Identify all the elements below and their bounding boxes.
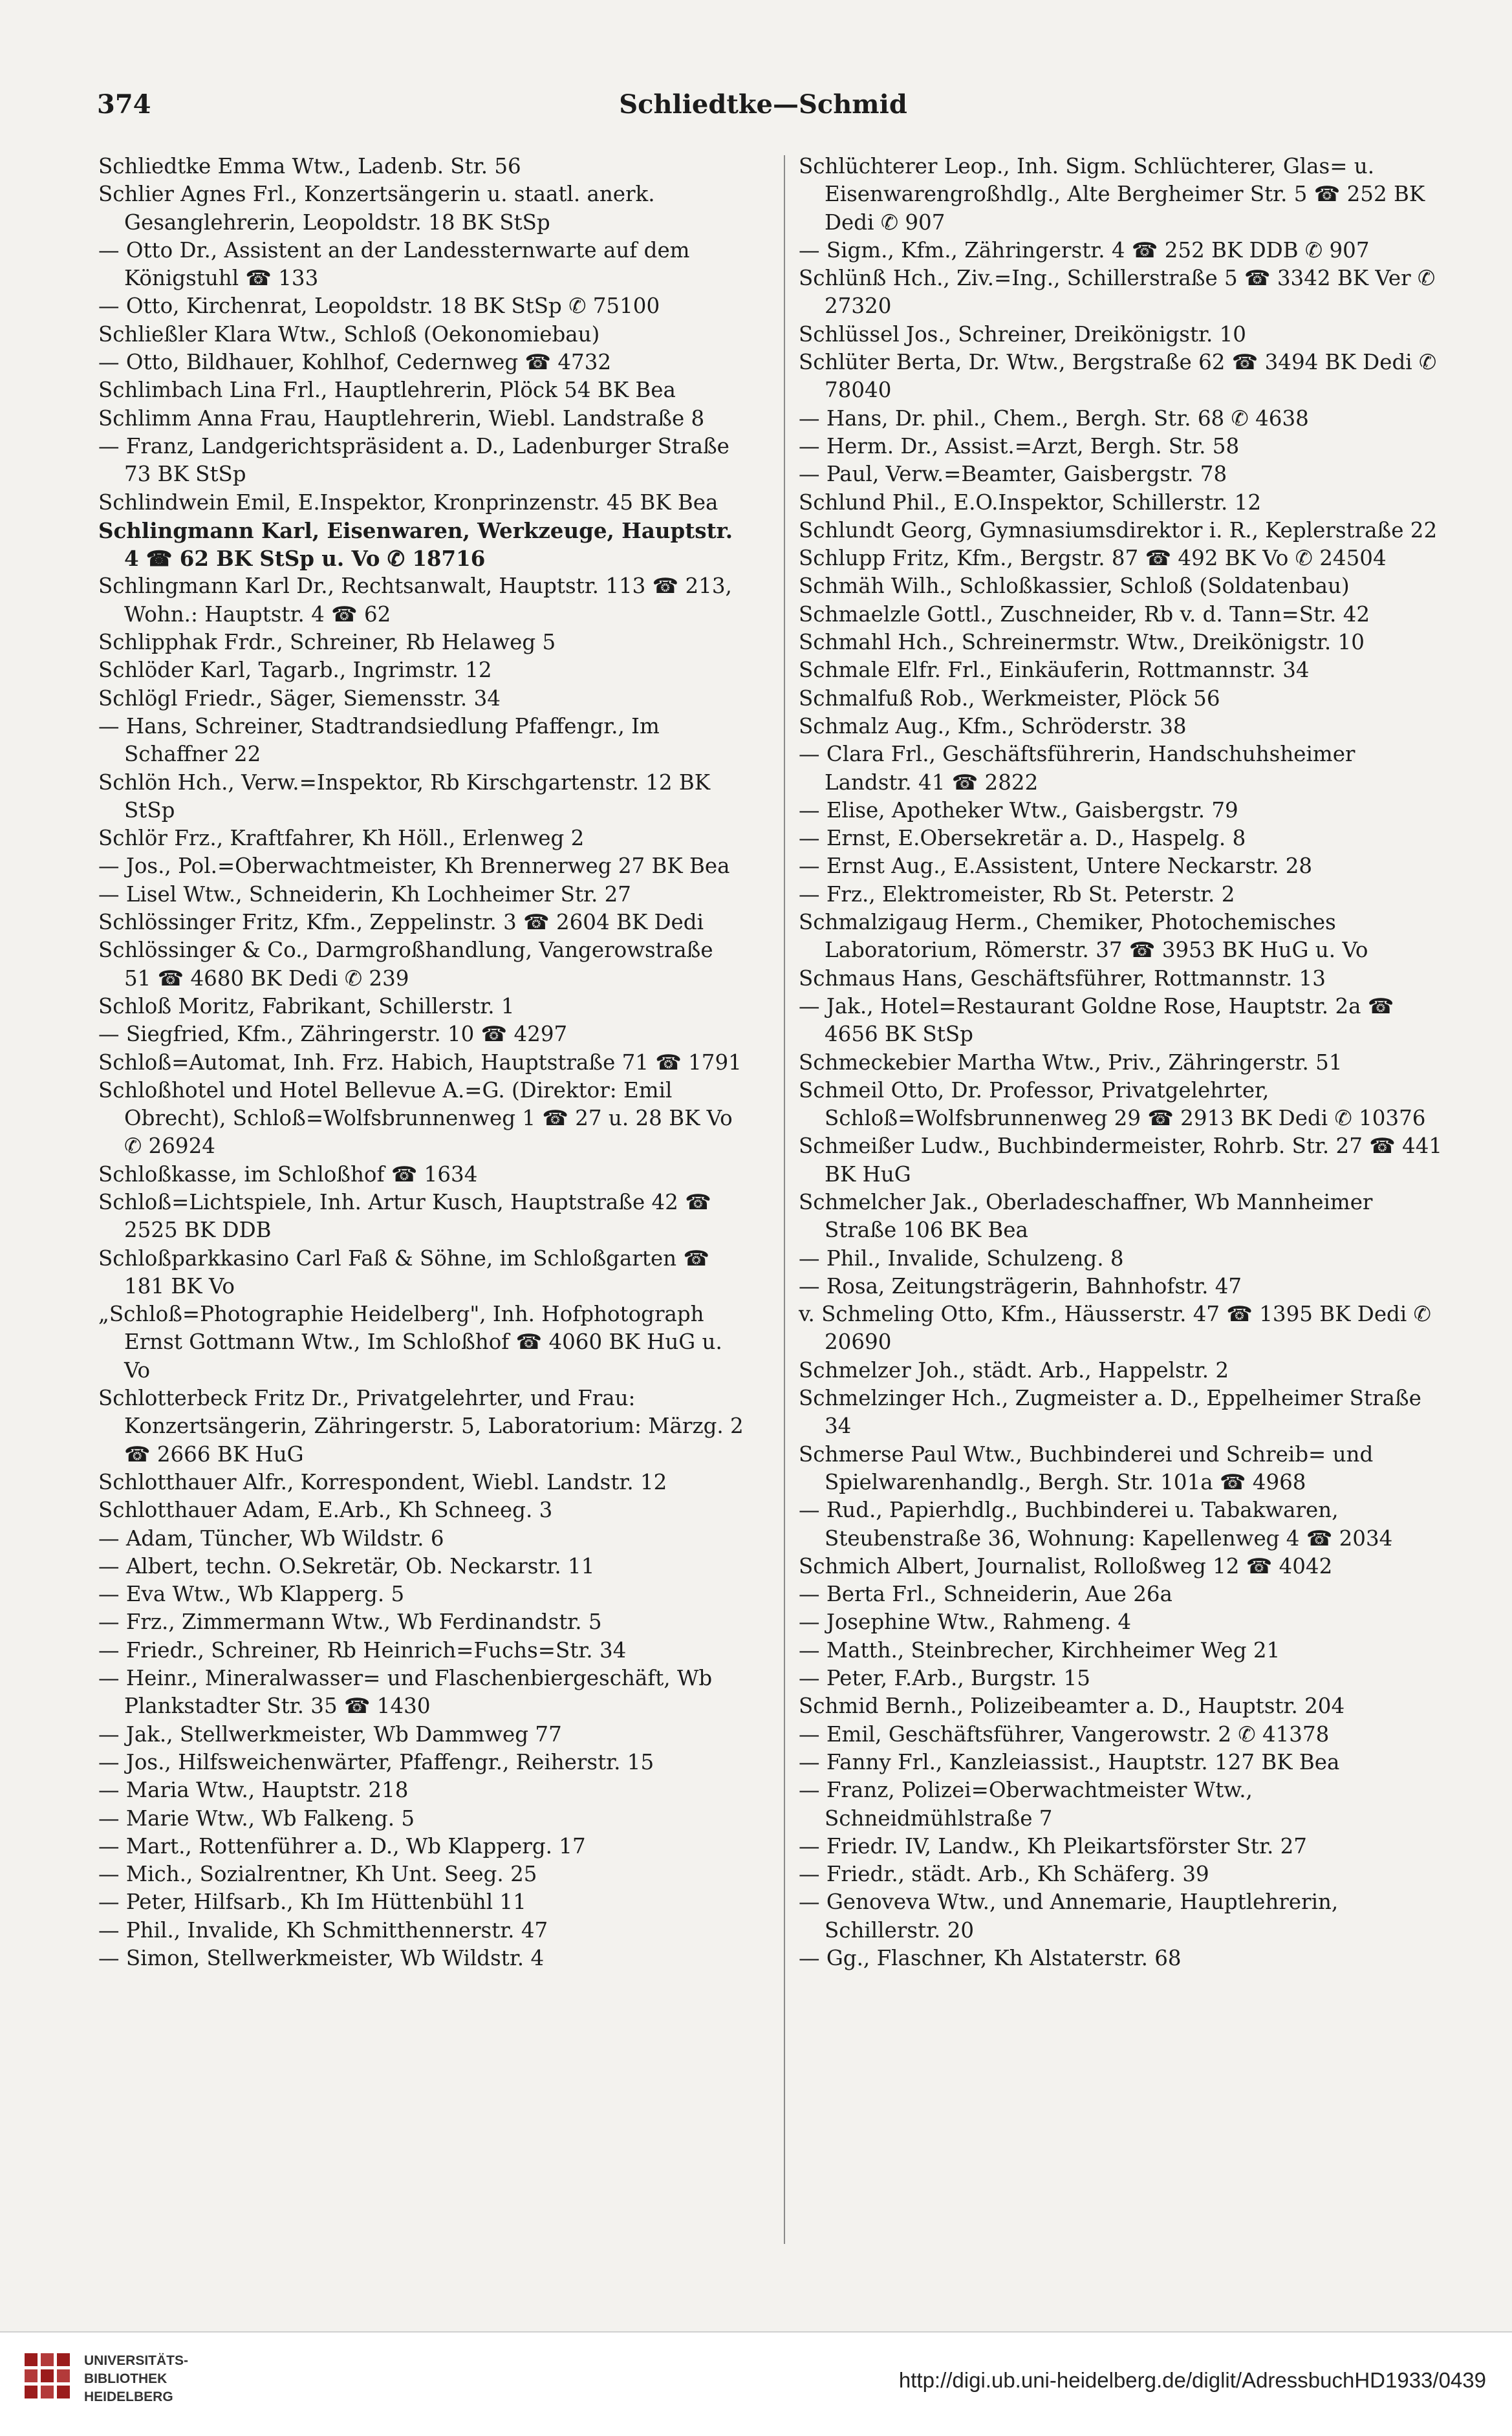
directory-entry: — Berta Frl., Schneiderin, Aue 26a [799, 1582, 1172, 1607]
directory-entry: Schlön Hch., Verw.=Inspektor, Rb Kirschgartenstr. 12 BK StSp [98, 770, 711, 823]
library-name-line: UNIVERSITÄTS- [84, 2353, 189, 2368]
directory-entry: — Otto, Kirchenrat, Leopoldstr. 18 BK StSp ✆ 75100 [98, 294, 660, 319]
directory-entry: Schlingmann Karl, Eisenwaren, Werkzeuge, Hauptstr. 4 ☎ 62 BK StSp u. Vo ✆ 18716 [98, 517, 733, 572]
directory-entry: Schlundt Georg, Gymnasiumsdirektor i. R., Keplerstraße 22 [799, 517, 1438, 543]
directory-entry: Schlimbach Lina Frl., Hauptlehrerin, Plöck 54 BK Bea [98, 378, 676, 403]
directory-entry: — Hans, Dr. phil., Chem., Bergh. Str. 68 ✆ 4638 [799, 405, 1309, 431]
directory-entry: Schmale Elfr. Frl., Einkäuferin, Rottmannstr. 34 [799, 658, 1310, 683]
directory-entry: — Otto Dr., Assistent an der Landessternwarte auf dem Königstuhl ☎ 133 [98, 237, 690, 291]
directory-entry: — Paul, Verw.=Beamter, Gaisbergstr. 78 [799, 462, 1227, 487]
library-name [84, 2352, 188, 2406]
directory-entry: Schlör Frz., Kraftfahrer, Kh Höll., Erlenweg 2 [98, 826, 585, 851]
directory-entry: — Matth., Steinbrecher, Kirchheimer Weg 21 [799, 1637, 1280, 1663]
directory-entry: Schließler Klara Wtw., Schloß (Oekonomiebau) [98, 321, 600, 347]
directory-entry: — Frz., Elektromeister, Rb St. Peterstr. 2 [799, 881, 1235, 907]
directory-entry: Schmäh Wilh., Schloßkassier, Schloß (Soldatenbau) [799, 574, 1350, 599]
directory-entry: Schlüter Berta, Dr. Wtw., Bergstraße 62 ☎ 3494 BK Dedi ✆ 78040 [799, 350, 1437, 403]
directory-entry: — Jos., Pol.=Oberwachtmeister, Kh Brennerweg 27 BK Bea [98, 854, 730, 879]
directory-entry: — Jos., Hilfsweichenwärter, Pfaffengr., Reiherstr. 15 [98, 1749, 654, 1774]
directory-entry: Schlössinger & Co., Darmgroßhandlung, Vangerowstraße 51 ☎ 4680 BK Dedi ✆ 239 [98, 938, 713, 991]
directory-entry: — Lisel Wtw., Schneiderin, Kh Lochheimer Str. 27 [98, 881, 631, 907]
directory-entry: — Josephine Wtw., Rahmeng. 4 [799, 1610, 1132, 1635]
directory-entry: — Ernst Aug., E.Assistent, Untere Neckarstr. 28 [799, 854, 1313, 879]
directory-entry: — Friedr. IV, Landw., Kh Pleikartsförster Str. 27 [799, 1833, 1307, 1859]
directory-entry: — Gg., Flaschner, Kh Alstaterstr. 68 [799, 1946, 1182, 1970]
directory-entry: Schmid Bernh., Polizeibeamter a. D., Hauptstr. 204 [799, 1694, 1345, 1719]
directory-entry: — Phil., Invalide, Kh Schmitthennerstr. 47 [98, 1917, 548, 1943]
directory-entry: Schlund Phil., E.O.Inspektor, Schillerstr. 12 [799, 490, 1261, 515]
directory-entry: Schliedtke Emma Wtw., Ladenb. Str. 56 [98, 154, 521, 178]
directory-entry: Schmich Albert, Journalist, Rolloßweg 12 ☎ 4042 [799, 1553, 1333, 1579]
directory-entry: Schmelzer Joh., städt. Arb., Happelstr. 2 [799, 1357, 1229, 1383]
directory-entry: — Friedr., Schreiner, Rb Heinrich=Fuchs=Str. 34 [98, 1637, 627, 1663]
directory-entry: Schloß=Automat, Inh. Frz. Habich, Hauptstraße 71 ☎ 1791 [98, 1050, 742, 1075]
directory-entry: — Frz., Zimmermann Wtw., Wb Ferdinandstr. 5 [98, 1610, 602, 1635]
directory-entry: Schmerse Paul Wtw., Buchbinderei und Schreib= und Spielwarenhandlg., Bergh. Str. 101a ☎ 4968 [799, 1441, 1374, 1494]
directory-entry: Schloßparkkasino Carl Faß & Söhne, im Schloßgarten ☎ 181 BK Vo [98, 1245, 709, 1299]
directory-entry: — Rud., Papierhdlg., Buchbinderei u. Tabakwaren, Steubenstraße 36, Wohnung: Kapellenweg 4 ☎ 2034 [799, 1498, 1393, 1551]
directory-entry: — Phil., Invalide, Schulzeng. 8 [799, 1245, 1124, 1271]
directory-entry: — Marie Wtw., Wb Falkeng. 5 [98, 1805, 415, 1831]
directory-entry: Schmelcher Jak., Oberladeschaffner, Wb Mannheimer Straße 106 BK Bea [799, 1189, 1373, 1243]
directory-entry: Schmalfuß Rob., Werkmeister, Plöck 56 [799, 685, 1220, 711]
directory-entry: Schlupp Fritz, Kfm., Bergstr. 87 ☎ 492 BK Vo ✆ 24504 [799, 546, 1387, 571]
library-name-line: BIBLIOTHEK [84, 2371, 167, 2386]
page-number: 374 [97, 89, 151, 120]
directory-entry: — Genoveva Wtw., und Annemarie, Hauptlehrerin, Schillerstr. 20 [799, 1890, 1339, 1943]
directory-entry: Schmeckebier Martha Wtw., Priv., Zähringerstr. 51 [799, 1050, 1343, 1075]
directory-entry: Schlipphak Frdr., Schreiner, Rb Helaweg 5 [98, 630, 556, 655]
directory-entry: Schlotthauer Alfr., Korrespondent, Wiebl. Landstr. 12 [98, 1469, 667, 1494]
column-divider [784, 155, 785, 2244]
right-column [799, 153, 1445, 2254]
directory-entry: Schlindwein Emil, E.Inspektor, Kronprinzenstr. 45 BK Bea [98, 490, 718, 515]
directory-entry: — Albert, techn. O.Sekretär, Ob. Neckarstr. 11 [98, 1553, 595, 1579]
directory-entry: — Hans, Schreiner, Stadtrandsiedlung Pfaffengr., Im Schaffner 22 [98, 713, 660, 767]
directory-entry: — Clara Frl., Geschäftsführerin, Handschuhsheimer Landstr. 41 ☎ 2822 [799, 742, 1355, 795]
directory-entry: — Otto, Bildhauer, Kohlhof, Cedernweg ☎ 4732 [98, 350, 612, 375]
directory-entry: Schlüssel Jos., Schreiner, Dreikönigstr. 10 [799, 321, 1246, 347]
directory-entry: Schmalz Aug., Kfm., Schröderstr. 38 [799, 713, 1187, 738]
directory-entry: — Emil, Geschäftsführer, Vangerowstr. 2 ✆ 41378 [799, 1721, 1330, 1747]
running-head: Schliedtke—Schmid [619, 89, 907, 120]
directory-entry: — Rosa, Zeitungsträgerin, Bahnhofstr. 47 [799, 1273, 1242, 1299]
footer [0, 2331, 1512, 2436]
directory-entry: — Franz, Polizei=Oberwachtmeister Wtw., Schneidmühlstraße 7 [799, 1778, 1253, 1831]
directory-entry: Schmaelzle Gottl., Zuschneider, Rb v. d. Tann=Str. 42 [799, 601, 1370, 627]
directory-entry: Schlöder Karl, Tagarb., Ingrimstr. 12 [98, 658, 492, 683]
directory-entry: „Schloß=Photographie Heidelberg", Inh. Hofphotograph Ernst Gottmann Wtw., Im Schloßhof ☎ 4060 BK HuG u. Vo [98, 1302, 722, 1383]
directory-entry: — Elise, Apotheker Wtw., Gaisbergstr. 79 [799, 797, 1238, 823]
directory-entry: — Sigm., Kfm., Zähringerstr. 4 ☎ 252 BK DDB ✆ 907 [799, 237, 1370, 263]
directory-entry: — Mich., Sozialrentner, Kh Unt. Seeg. 25 [98, 1862, 537, 1887]
directory-entry: — Maria Wtw., Hauptstr. 218 [98, 1778, 409, 1803]
directory-entry: Schlier Agnes Frl., Konzertsängerin u. staatl. anerk. Gesanglehrerin, Leopoldstr. 18 BK StSp [98, 182, 655, 235]
directory-entry: — Jak., Hotel=Restaurant Goldne Rose, Hauptstr. 2a ☎ 4656 BK StSp [799, 993, 1394, 1047]
directory-entry: Schloß Moritz, Fabrikant, Schillerstr. 1 [98, 993, 515, 1019]
directory-entry: — Siegfried, Kfm., Zähringerstr. 10 ☎ 4297 [98, 1022, 568, 1047]
left-column [98, 153, 745, 2254]
directory-entry: Schlössinger Fritz, Kfm., Zeppelinstr. 3 ☎ 2604 BK Dedi [98, 910, 704, 935]
library-logo-icon [25, 2353, 70, 2398]
directory-entry: Schlotterbeck Fritz Dr., Privatgelehrter, und Frau: Konzertsängerin, Zähringerstr. 5, Laboratorium: Märzg. 2 ☎ 2666 BK HuG [98, 1386, 744, 1467]
directory-entry: Schmahl Hch., Schreinermstr. Wtw., Dreikönigstr. 10 [799, 630, 1365, 655]
directory-entry: Schmalzigaug Herm., Chemiker, Photochemisches Laboratorium, Römerstr. 37 ☎ 3953 BK HuG u. Vo [799, 910, 1368, 963]
directory-entry: — Mart., Rottenführer a. D., Wb Klapperg. 17 [98, 1833, 586, 1859]
directory-entry: — Fanny Frl., Kanzleiassist., Hauptstr. 127 BK Bea [799, 1749, 1340, 1774]
directory-entry: Schmaus Hans, Geschäftsführer, Rottmannstr. 13 [799, 965, 1326, 991]
directory-entry: Schmeißer Ludw., Buchbindermeister, Rohrb. Str. 27 ☎ 441 BK HuG [799, 1134, 1443, 1187]
directory-entry: — Herm. Dr., Assist.=Arzt, Bergh. Str. 58 [799, 433, 1240, 458]
directory-entry: — Adam, Tüncher, Wb Wildstr. 6 [98, 1525, 444, 1551]
directory-entry: — Peter, Hilfsarb., Kh Im Hüttenbühl 11 [98, 1890, 526, 1915]
directory-entry: — Jak., Stellwerkmeister, Wb Dammweg 77 [98, 1721, 562, 1747]
directory-entry: Schloß=Lichtspiele, Inh. Artur Kusch, Hauptstraße 42 ☎ 2525 BK DDB [98, 1189, 711, 1243]
directory-entry: — Ernst, E.Obersekretär a. D., Haspelg. 8 [799, 826, 1246, 851]
page-header [97, 89, 1429, 128]
directory-entry: — Eva Wtw., Wb Klapperg. 5 [98, 1582, 405, 1607]
directory-entry: Schmelzinger Hch., Zugmeister a. D., Eppelheimer Straße 34 [799, 1386, 1421, 1439]
library-name-line: HEIDELBERG [84, 2389, 173, 2404]
directory-entry: — Friedr., städt. Arb., Kh Schäferg. 39 [799, 1862, 1209, 1887]
directory-entry: Schlünß Hch., Ziv.=Ing., Schillerstraße 5 ☎ 3342 BK Ver ✆ 27320 [799, 266, 1436, 319]
directory-entry: Schlingmann Karl Dr., Rechtsanwalt, Hauptstr. 113 ☎ 213, Wohn.: Hauptstr. 4 ☎ 62 [98, 574, 732, 627]
directory-entry: Schmeil Otto, Dr. Professor, Privatgelehrter, Schloß=Wolfsbrunnenweg 29 ☎ 2913 BK Dedi ✆ 10376 [799, 1077, 1426, 1131]
directory-entry: Schloßhotel und Hotel Bellevue A.=G. (Direktor: Emil Obrecht), Schloß=Wolfsbrunnenweg 1 ☎ 27 u. 28 BK Vo ✆ 26924 [98, 1077, 733, 1159]
source-url-link[interactable]: http://digi.ub.uni-heidelberg.de/diglit/AdressbuchHD1933/0439 [898, 2368, 1486, 2392]
directory-entry: Schloßkasse, im Schloßhof ☎ 1634 [98, 1161, 478, 1187]
directory-entry: — Peter, F.Arb., Burgstr. 15 [799, 1666, 1090, 1691]
directory-entry: — Heinr., Mineralwasser= und Flaschenbiergeschäft, Wb Plankstadter Str. 35 ☎ 1430 [98, 1666, 713, 1719]
directory-entry: v. Schmeling Otto, Kfm., Häusserstr. 47 ☎ 1395 BK Dedi ✆ 20690 [799, 1302, 1431, 1355]
directory-entry: Schlögl Friedr., Säger, Siemensstr. 34 [98, 685, 501, 711]
directory-entry: — Simon, Stellwerkmeister, Wb Wildstr. 4 [98, 1946, 545, 1970]
directory-entry: Schlotthauer Adam, E.Arb., Kh Schneeg. 3 [98, 1498, 553, 1523]
directory-entry: Schlimm Anna Frau, Hauptlehrerin, Wiebl. Landstraße 8 [98, 405, 705, 431]
directory-entry: — Franz, Landgerichtspräsident a. D., Ladenburger Straße 73 BK StSp [98, 433, 729, 487]
directory-entry: Schlüchterer Leop., Inh. Sigm. Schlüchterer, Glas= u. Eisenwarengroßhdlg., Alte Bergheimer Str. 5 ☎ 252 BK Dedi ✆ 907 [799, 154, 1425, 235]
